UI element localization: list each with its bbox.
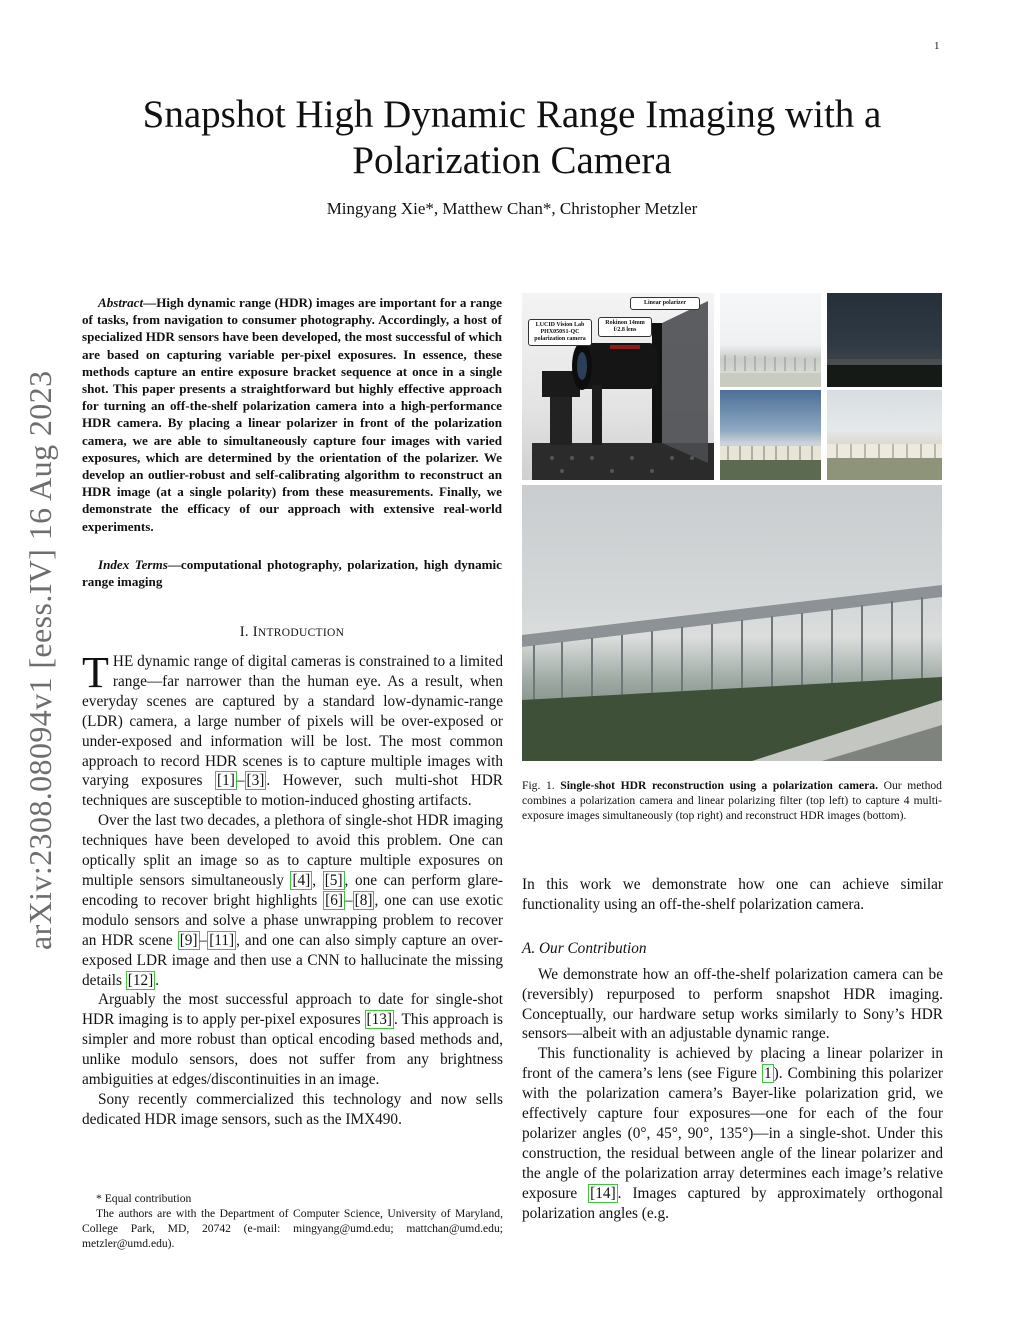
index-terms-text: —computational photography, polarization, high dynamic range imaging (82, 557, 502, 590)
label-lens: Rokinon 14mm f/2.8 lens (598, 317, 652, 337)
exposure-2-scene (827, 293, 942, 387)
index-terms-label: Index Terms (98, 557, 168, 572)
title-line-2: Polarization Camera (352, 139, 672, 182)
label-polarization-camera: LUCID Vision Lab PHX050S1-QC polarization camera (528, 319, 592, 346)
label-linear-polarizer: Linear polarizer (630, 297, 700, 310)
figure-exposure-image-2 (827, 293, 942, 387)
figure-exposure-image-3 (720, 390, 821, 480)
citation-link[interactable]: [8] (354, 891, 373, 909)
caption-number: Fig. 1. (522, 779, 555, 792)
figure-hdr-reconstruction (522, 485, 942, 761)
figure-1-caption (522, 778, 942, 824)
caption-text: Our method combines a polarization camera and linear polarizing filter (top left) to capture 4 multi-exposure images simultaneously (top right) and reconstruct HDR images (bottom). (522, 779, 942, 823)
figure-camera-setup-photo (522, 293, 714, 480)
figure-exposure-image-1 (720, 293, 821, 387)
section-numeral: I. I (239, 624, 258, 640)
section-heading-introduction (82, 624, 502, 641)
page-number: 1 (934, 40, 940, 52)
abstract (82, 294, 502, 535)
citation-link[interactable]: [11] (209, 931, 235, 949)
right-paragraph-3: This functionality is achieved by placing a linear polarizer in front of the camera’s lens (see Figure 1 ). Combining this polarizer with the polarization camera’s Bayer-like polarization grid, we effectively capture four exposures—one for each of the four polarizer angles (0°, 45°, 90°, 135°)—in a single-shot. Under this construction, the residual between angle of the linear polarizer and the angle of the polarization array determines each image’s relative exposure [14] . Images captured by approximately orthogonal polarization angles (e.g. (522, 1045, 943, 1222)
exposure-3-scene (720, 390, 821, 480)
section-title-smallcaps: NTRODUCTION (257, 627, 345, 639)
drop-cap: T (82, 648, 109, 697)
intro-paragraph-1: THE dynamic range of digital cameras is constrained to a limited range—far narrower than the human eye. As a result, when everyday scenes are captured by a standard low-dynamic-range (LDR) camera, a large number of pixels will be over-exposed or under-exposed and information will be lost. The most common approach to record HDR scenes is to capture multiple images with varying exposures [1] – [3] . However, such multi-shot HDR techniques are susceptible to motion-induced ghosting artifacts. (82, 648, 503, 810)
exposure-1-scene (720, 293, 821, 387)
footnote-affiliation: The authors are with the Department of Computer Science, University of Maryland, College Park, MD, 20742 (e-mail: mingyang@umd.edu; mattchan@umd.edu; metzler@umd.edu). (82, 1207, 503, 1250)
arxiv-stamp: arXiv:2308.08094v1 [eess.IV] 16 Aug 2023 (22, 370, 58, 950)
citation-link[interactable]: [3] (246, 772, 265, 790)
title-line-1: Snapshot High Dynamic Range Imaging with a (142, 93, 882, 136)
citation-link[interactable]: [6] (325, 891, 343, 909)
citation-link[interactable]: [5] (324, 871, 343, 889)
intro-paragraph-4: Sony recently commercialized this technology and now sells dedicated HDR image sensors, such as the IMX490. (82, 1090, 503, 1128)
hdr-scene (522, 485, 942, 761)
footnote (82, 1191, 503, 1251)
citation-link[interactable]: [12] (127, 971, 154, 989)
figure-reference-link[interactable]: 1 (764, 1065, 772, 1083)
abstract-text: —High dynamic range (HDR) images are important for a range of tasks, from navigation to consumer photography. Accordingly, a host of specialized HDR sensors have been developed, the most successful of which are based on capturing variable per-pixel exposures. In essence, these methods capture an entire exposure bracket sequence at once in a single shot. This paper presents a straightforward but highly effective approach for turning an off-the-shelf polarization camera into a high-performance HDR camera. By placing a linear polarizer in front of the polarization camera, we are able to simultaneously capture four images with varied exposures, which are determined by the orientation of the polarizer. We develop an outlier-robust and self-calibrating algorithm to reconstruct an HDR image (at a single polarity) from these measurements. Finally, we demonstrate the efficacy of our approach with extensive real-world experiments. (82, 295, 502, 534)
citation-link[interactable]: [14] (590, 1184, 616, 1202)
subsection-heading-contribution: A. Our Contribution (522, 939, 647, 957)
introduction-body (82, 648, 503, 1130)
paper-title (60, 92, 964, 184)
right-column-body (522, 875, 943, 1224)
intro-paragraph-2: Over the last two decades, a plethora of single-shot HDR imaging techniques have been developed to avoid this problem. One can optically split an image so as to capture multiple exposures on multiple sensors simultaneously [4] , [5] , one can perform glare-encoding to recover bright highlights [6] – [8] , one can use exotic modulo sensors and solve a phase unwrapping problem to recover an HDR scene [9] – [11] , and one can also simply capture an over-exposed LDR image and then use a CNN to hallucinate the missing details [12] . (82, 812, 503, 989)
index-terms (82, 556, 502, 590)
figure-exposure-image-4 (827, 390, 942, 480)
citation-link[interactable]: [9] (179, 931, 198, 949)
abstract-label: Abstract (98, 295, 144, 310)
citation-link[interactable]: [4] (292, 871, 311, 889)
right-paragraph-2: We demonstrate how an off-the-shelf polarization camera can be (reversibly) repurposed to perform snapshot HDR imaging. Conceptually, our hardware setup works similarly to Sony’s HDR sensors—albeit with an adjustable dynamic range. (522, 965, 943, 1043)
right-paragraph-1: In this work we demonstrate how one can achieve similar functionality using an off-the-shelf polarization camera. (522, 876, 943, 913)
footnote-equal-contribution: * Equal contribution (96, 1192, 192, 1205)
author-list: Mingyang Xie*, Matthew Chan*, Christopher Metzler (326, 199, 698, 218)
caption-bold-title: Single-shot HDR reconstruction using a polarization camera. (560, 779, 878, 792)
citation-link[interactable]: [1] (217, 772, 235, 790)
citation-link[interactable]: [13] (366, 1011, 393, 1029)
intro-paragraph-3: Arguably the most successful approach to date for single-shot HDR imaging is to apply per-pixel exposures [13] . This approach is simpler and more robust than optical encoding based methods and, unlike modulo sensors, does not suffer from any brightness ambiguities at edges/discontinuities in an image. (82, 991, 503, 1089)
exposure-4-scene (827, 390, 942, 480)
